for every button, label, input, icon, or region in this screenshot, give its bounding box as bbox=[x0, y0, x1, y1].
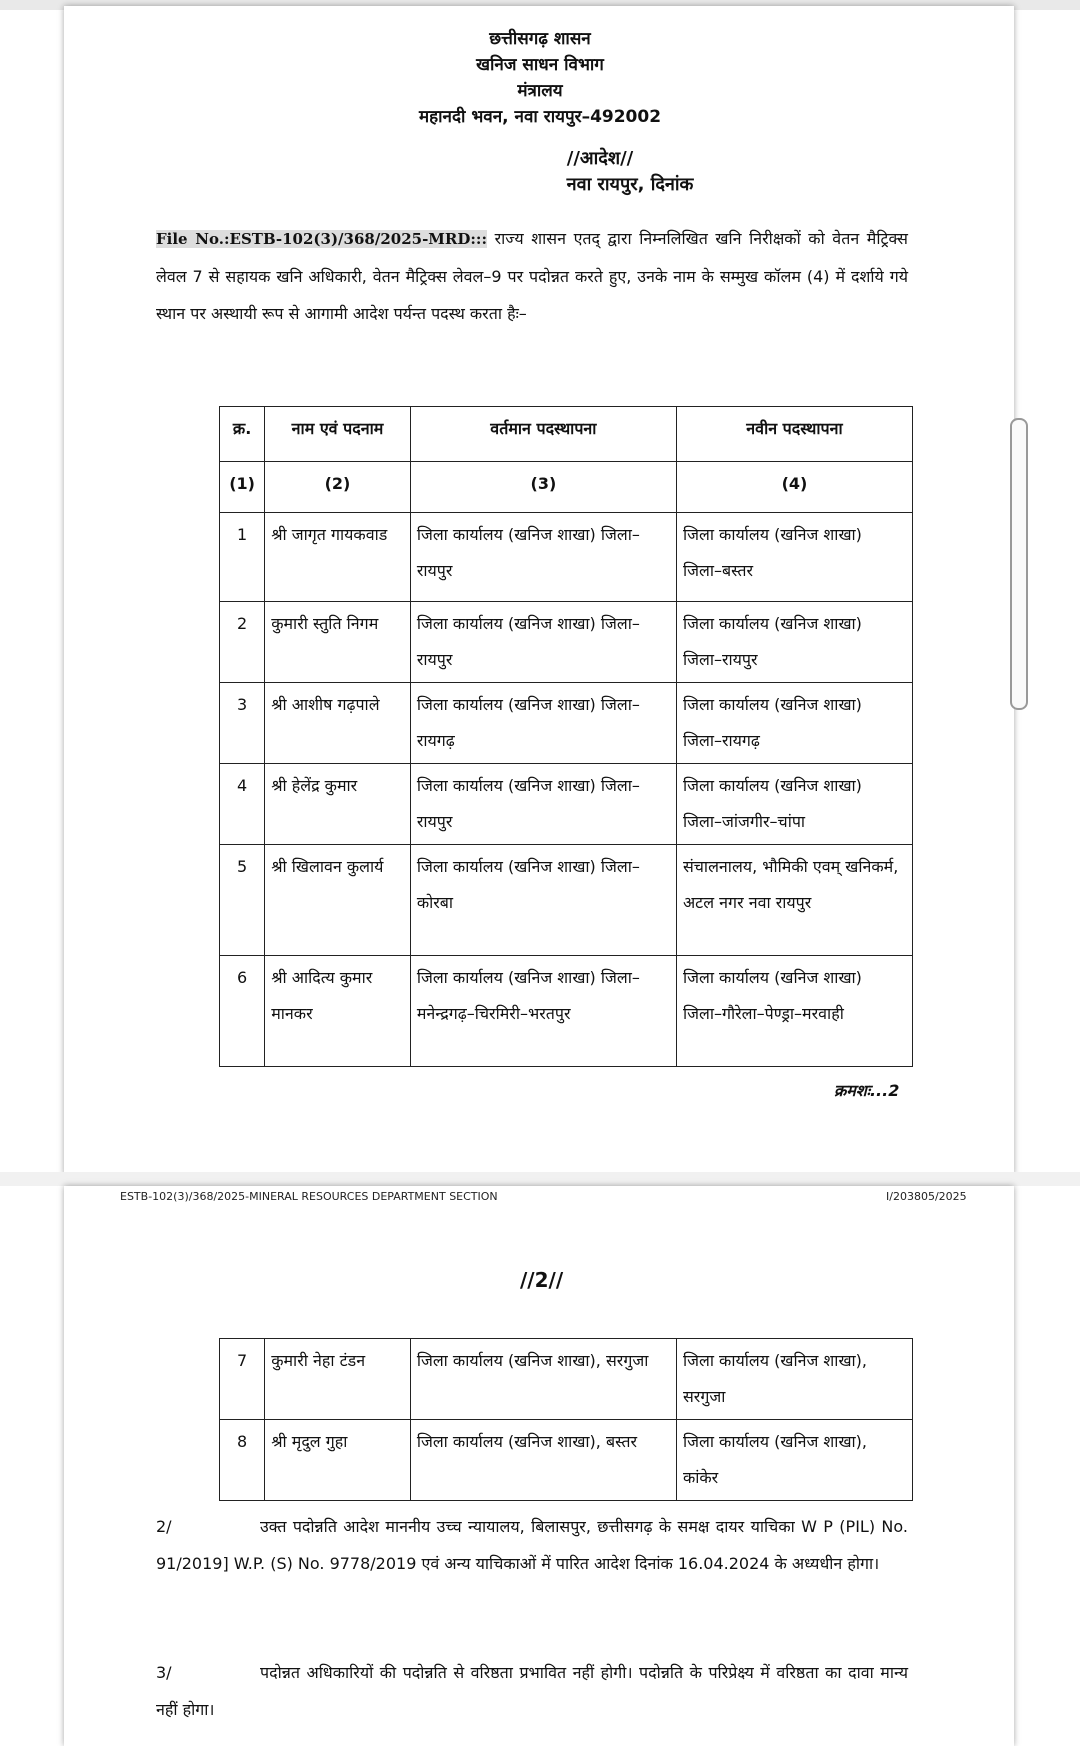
running-head-right: I/203805/2025 bbox=[886, 1190, 967, 1203]
side-scroll-handle[interactable] bbox=[1010, 418, 1028, 710]
letterhead-department: खनिज साधन विभाग bbox=[476, 55, 604, 75]
paragraph-2-text: उक्त पदोन्नति आदेश माननीय उच्च न्यायालय, बिलासपुर, छत्तीसगढ़ के समक्ष दायर याचिका W P (PIL) No. 91/2019] W.P. (S) No. 9778/2019 एवं अन्य याचिकाओं में पारित आदेश दिनांक 16.04.2024 के अध्यधीन होगा। bbox=[156, 1517, 908, 1573]
cell-new-posting: जिला कार्यालय (खनिज शाखा) जिला–रायगढ़ bbox=[676, 683, 912, 764]
continuation-note: क्रमशः...2 bbox=[834, 1081, 900, 1100]
table-row bbox=[220, 513, 913, 602]
cell-new-posting: जिला कार्यालय (खनिज शाखा), सरगुजा bbox=[676, 1339, 912, 1420]
cell-name: श्री आदित्य कुमार मानकर bbox=[265, 956, 411, 1067]
running-head-left: ESTB-102(3)/368/2025-MINERAL RESOURCES DEPARTMENT SECTION bbox=[120, 1190, 498, 1203]
cell-serial: 7 bbox=[220, 1339, 265, 1420]
cell-name: श्री जागृत गायकवाड bbox=[265, 513, 411, 602]
letterhead-address: महानदी भवन, नवा रायपुर–492002 bbox=[418, 107, 662, 127]
cell-serial: 6 bbox=[220, 956, 265, 1067]
cell-serial: 3 bbox=[220, 683, 265, 764]
order-place-date: नवा रायपुर, दिनांक bbox=[566, 174, 694, 195]
letterhead bbox=[340, 26, 740, 130]
page-separator bbox=[0, 1172, 1080, 1186]
paragraph-3-number: 3/ bbox=[156, 1663, 172, 1682]
cell-new-posting: जिला कार्यालय (खनिज शाखा) जिला–रायपुर bbox=[676, 602, 912, 683]
cell-current-posting: जिला कार्यालय (खनिज शाखा) जिला–रायपुर bbox=[410, 602, 676, 683]
page-number: //2// bbox=[520, 1268, 564, 1292]
cell-current-posting: जिला कार्यालय (खनिज शाखा), सरगुजा bbox=[410, 1339, 676, 1420]
cell-current-posting: जिला कार्यालय (खनिज शाखा) जिला–मनेन्द्रगढ़–चिरमिरी–भरतपुर bbox=[410, 956, 676, 1067]
cell-current-posting: जिला कार्यालय (खनिज शाखा) जिला–कोरबा bbox=[410, 845, 676, 956]
table-row bbox=[220, 956, 913, 1067]
cell-name: श्री हेलेंद्र कुमार bbox=[265, 764, 411, 845]
col-header-new-posting: नवीन पदस्थापना bbox=[676, 407, 912, 462]
letterhead-ministry: मंत्रालय bbox=[517, 81, 563, 101]
cell-current-posting: जिला कार्यालय (खनिज शाखा) जिला–रायगढ़ bbox=[410, 683, 676, 764]
cell-serial: 1 bbox=[220, 513, 265, 602]
intro-paragraph bbox=[156, 220, 908, 332]
order-title: //आदेश// bbox=[566, 148, 634, 169]
table-header-row bbox=[220, 407, 913, 462]
cell-new-posting: जिला कार्यालय (खनिज शाखा) जिला–बस्तर bbox=[676, 513, 912, 602]
cell-name: श्री खिलावन कुलार्य bbox=[265, 845, 411, 956]
cell-serial: 8 bbox=[220, 1420, 265, 1501]
table-colnum-row bbox=[220, 462, 913, 513]
letterhead-government: छत्तीसगढ़ शासन bbox=[489, 29, 591, 49]
intro-text: राज्य शासन एतद् द्वारा निम्नलिखित खनि निरीक्षकों को वेतन मैट्रिक्स लेवल 7 से सहायक खनि अधिकारी, वेतन मैट्रिक्स लेवल–9 पर पदोन्नत करते हुए, उनके नाम के सम्मुख कॉलम (4) में दर्शाये गये स्थान पर अस्थायी रूप से आगामी आदेश पर्यन्त पदस्थ करता हैः– bbox=[156, 229, 908, 323]
table-row bbox=[220, 1420, 913, 1501]
cell-name: श्री मृदुल गुहा bbox=[265, 1420, 411, 1501]
cell-serial: 2 bbox=[220, 602, 265, 683]
table-row bbox=[220, 1339, 913, 1420]
paragraph-3-text: पदोन्नत अधिकारियों की पदोन्नति से वरिष्ठता प्रभावित नहीं होगी। पदोन्नति के परिप्रेक्ष्य में वरिष्ठता का दावा मान्य नहीं होगा। bbox=[156, 1663, 908, 1719]
paragraph-3 bbox=[156, 1654, 908, 1728]
table-row bbox=[220, 683, 913, 764]
cell-name: कुमारी नेहा टंडन bbox=[265, 1339, 411, 1420]
promotion-table-continued bbox=[219, 1338, 913, 1501]
paragraph-2 bbox=[156, 1508, 908, 1582]
cell-new-posting: जिला कार्यालय (खनिज शाखा) जिला–जांजगीर–चांपा bbox=[676, 764, 912, 845]
table-row bbox=[220, 602, 913, 683]
cell-serial: 5 bbox=[220, 845, 265, 956]
paragraph-2-number: 2/ bbox=[156, 1517, 172, 1536]
col-number: (3) bbox=[410, 462, 676, 513]
table-row bbox=[220, 764, 913, 845]
cell-name: कुमारी स्तुति निगम bbox=[265, 602, 411, 683]
cell-current-posting: जिला कार्यालय (खनिज शाखा) जिला–रायपुर bbox=[410, 764, 676, 845]
table-row bbox=[220, 845, 913, 956]
col-header-serial: क्र. bbox=[220, 407, 265, 462]
col-header-name: नाम एवं पदनाम bbox=[265, 407, 411, 462]
cell-new-posting: जिला कार्यालय (खनिज शाखा), कांकेर bbox=[676, 1420, 912, 1501]
cell-new-posting: संचालनालय, भौमिकी एवम् खनिकर्म, अटल नगर नवा रायपुर bbox=[676, 845, 912, 956]
cell-serial: 4 bbox=[220, 764, 265, 845]
file-number: File No.:ESTB-102(3)/368/2025-MRD::: bbox=[156, 230, 487, 248]
col-number: (1) bbox=[220, 462, 265, 513]
order-heading bbox=[430, 130, 770, 198]
cell-current-posting: जिला कार्यालय (खनिज शाखा), बस्तर bbox=[410, 1420, 676, 1501]
promotion-table bbox=[219, 406, 913, 1067]
cell-current-posting: जिला कार्यालय (खनिज शाखा) जिला–रायपुर bbox=[410, 513, 676, 602]
cell-new-posting: जिला कार्यालय (खनिज शाखा) जिला–गौरेला–पेण्ड्रा–मरवाही bbox=[676, 956, 912, 1067]
col-header-current-posting: वर्तमान पदस्थापना bbox=[410, 407, 676, 462]
col-number: (2) bbox=[265, 462, 411, 513]
cell-name: श्री आशीष गढ़पाले bbox=[265, 683, 411, 764]
col-number: (4) bbox=[676, 462, 912, 513]
